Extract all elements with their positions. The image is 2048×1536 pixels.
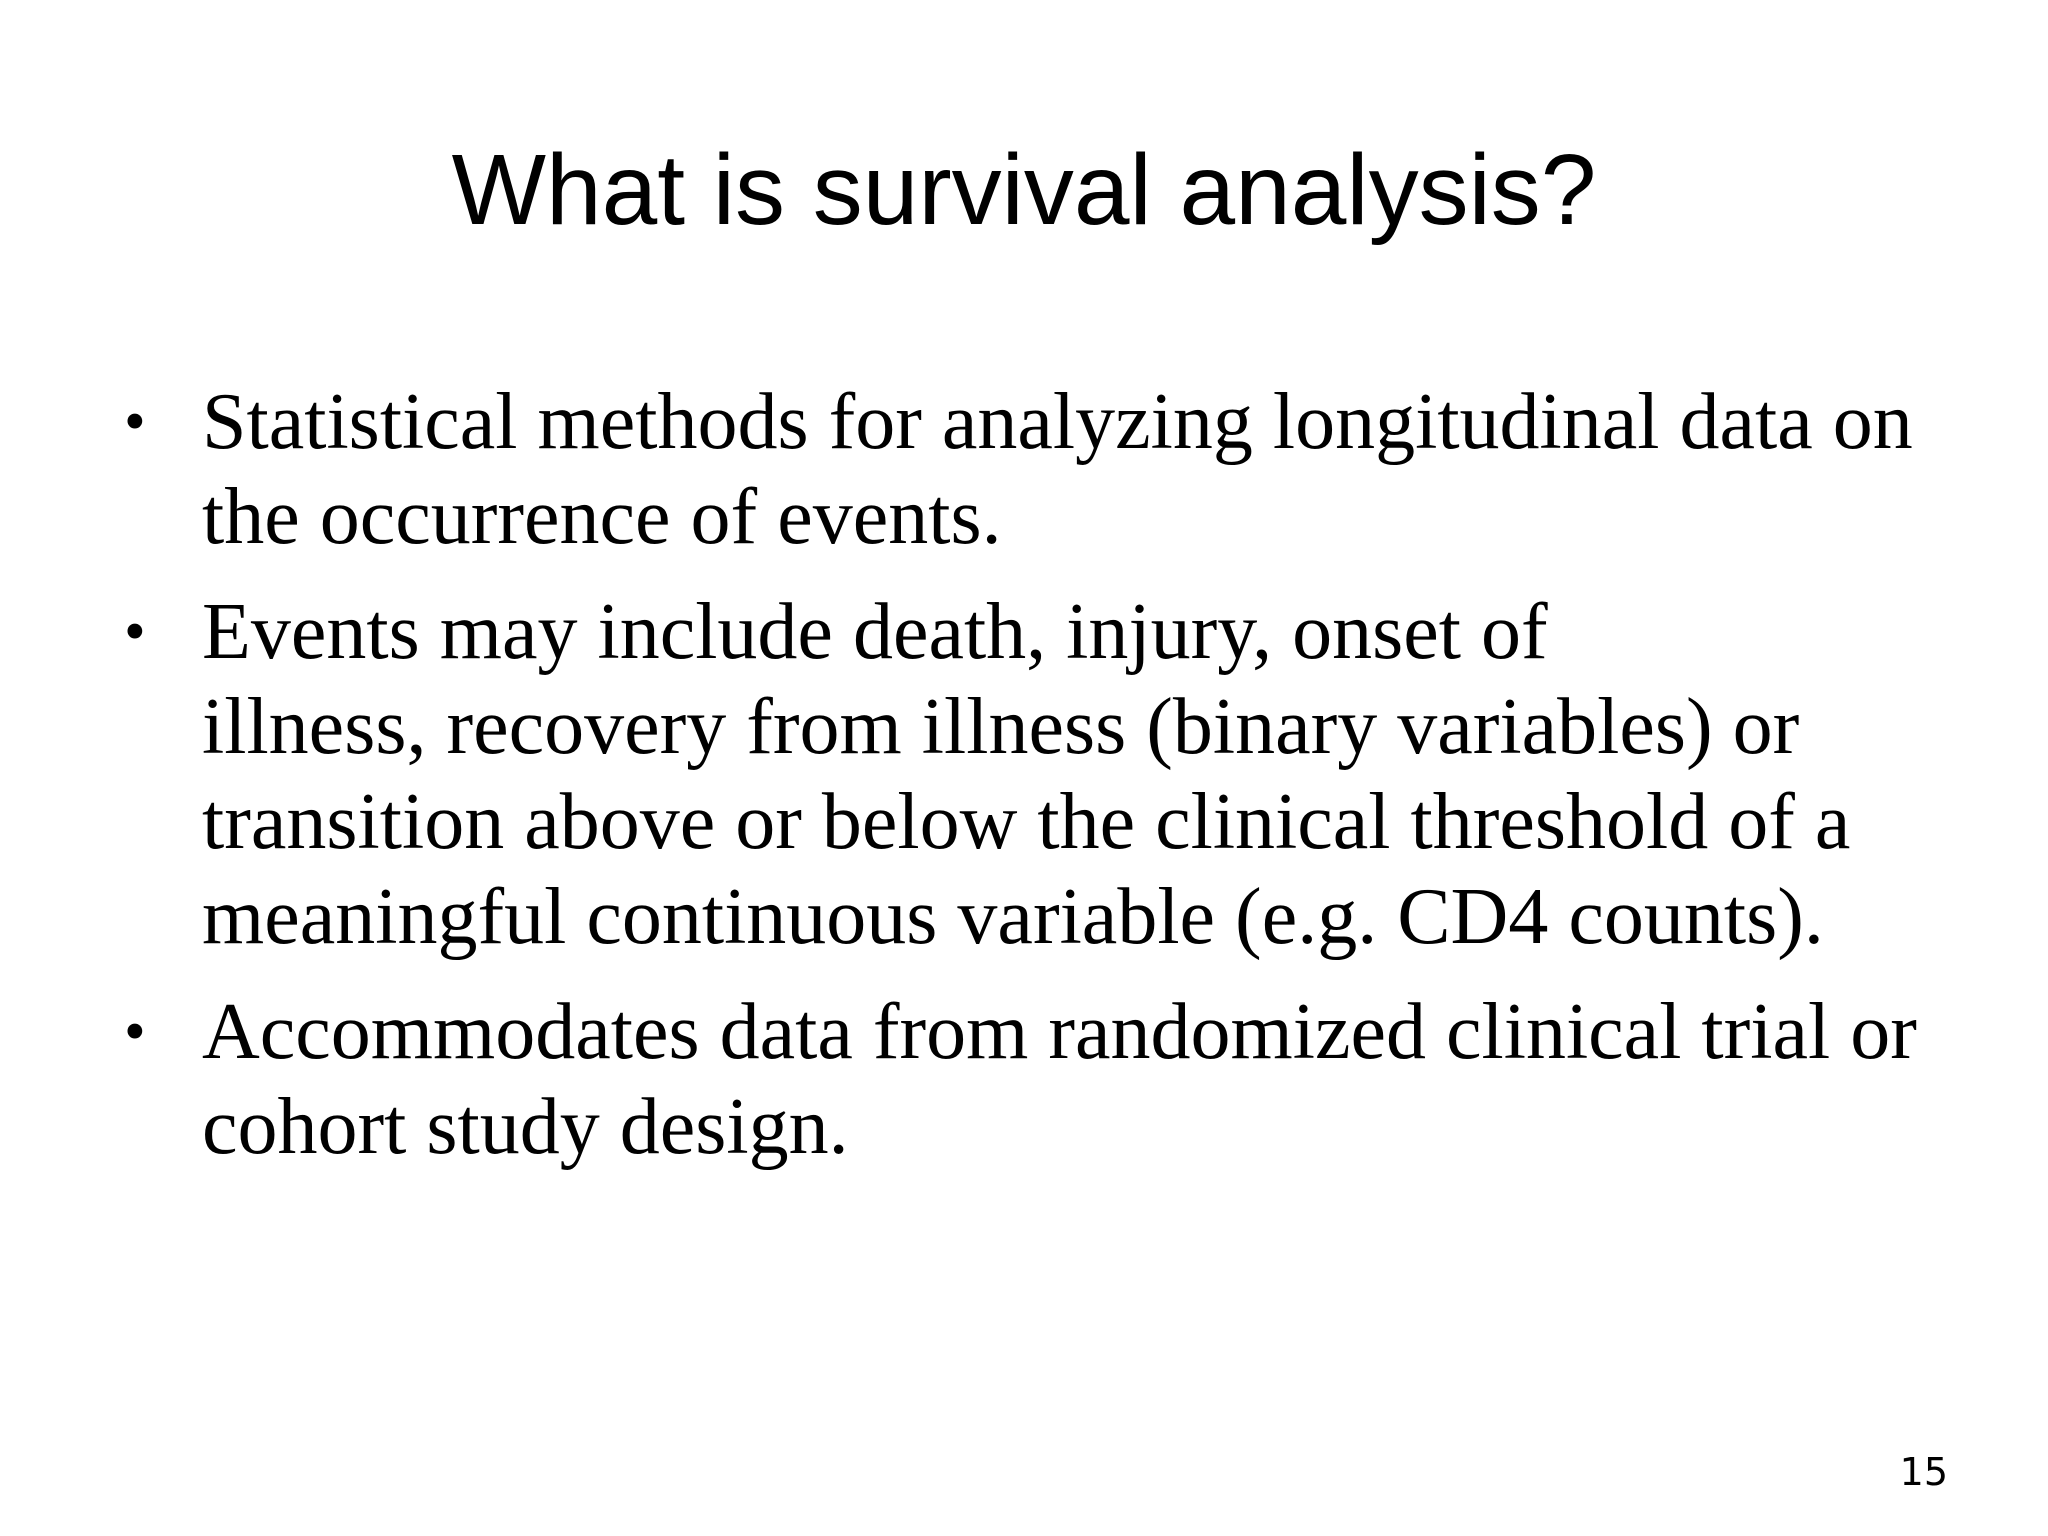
bullet-icon: • <box>124 598 146 666</box>
bullet-text-line: Statistical methods for analyzing longitudinal data on <box>202 378 1913 466</box>
bullet-text-line: meaningful continuous variable (e.g. CD4 counts). <box>202 873 1824 961</box>
bullet-item <box>124 985 1964 1175</box>
bullet-icon: • <box>124 388 146 456</box>
bullet-item <box>124 375 1964 565</box>
bullet-text-line: Events may include death, injury, onset of <box>202 588 1548 676</box>
bullet-text-line: transition above or below the clinical threshold of a <box>202 778 1851 866</box>
bullet-text-line: Accommodates data from randomized clinical trial or <box>202 988 1917 1076</box>
bullet-text-line: illness, recovery from illness (binary variables) or <box>202 683 1800 771</box>
bullet-text-line: cohort study design. <box>202 1083 849 1171</box>
slide-title: What is survival analysis? <box>451 134 1597 246</box>
bullet-text-line: the occurrence of events. <box>202 473 1002 561</box>
slide-number: 15 <box>1899 1450 1948 1494</box>
bullet-icon: • <box>124 998 146 1066</box>
bullet-item <box>124 585 1964 965</box>
bullet-list <box>124 375 1964 1195</box>
